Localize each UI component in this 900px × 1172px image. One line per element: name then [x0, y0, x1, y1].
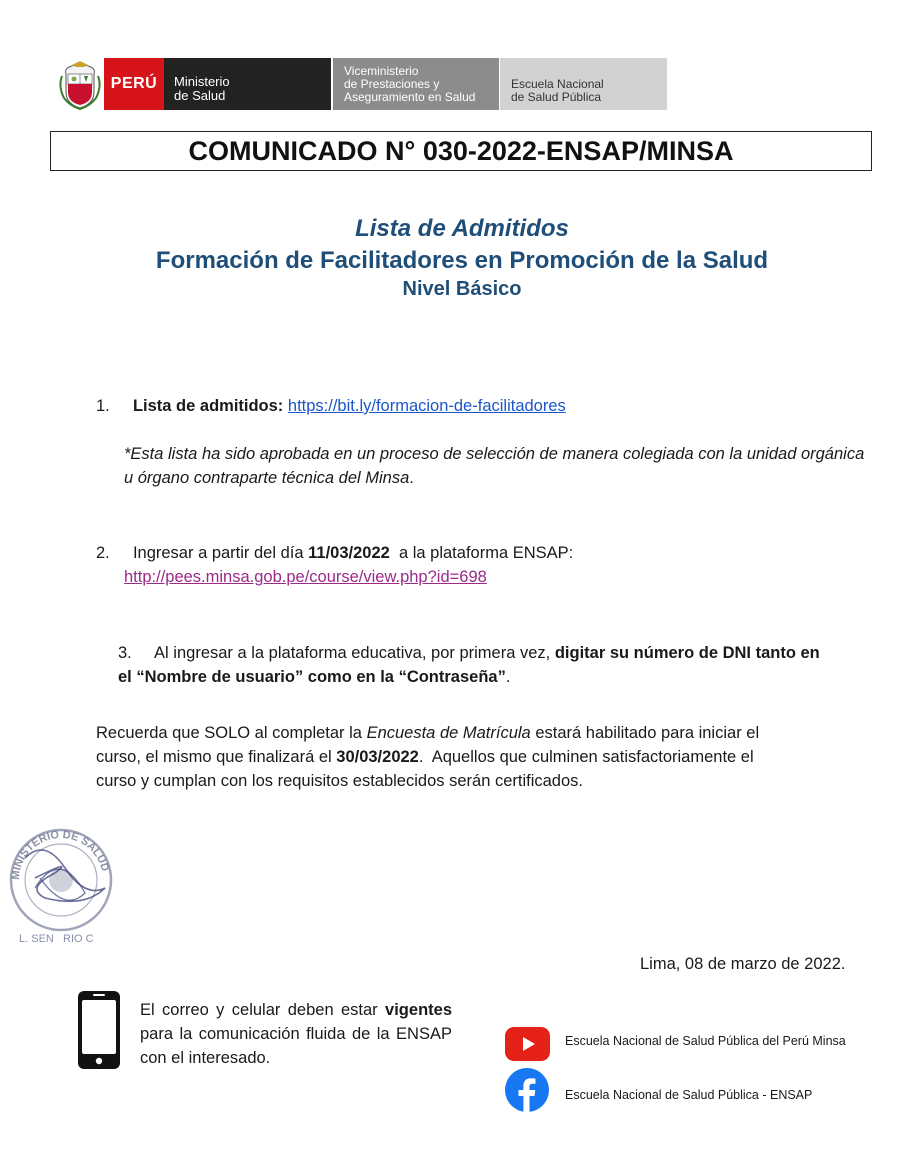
admitidos-link[interactable]: https://bit.ly/formacion-de-facilitadores	[287, 397, 566, 415]
para-2-a: curso, el mismo que finalizará el	[96, 748, 337, 766]
phone-text-2: para la comunicación fluida de la ENSAP con el interesado.	[140, 1025, 452, 1067]
peru-label: PERÚ	[110, 75, 158, 92]
para-2-end: . Aquellos que culminen satisfactoriamente el	[418, 748, 754, 766]
para-2-date: 30/03/2022	[336, 748, 419, 766]
date-line: Lima, 08 de marzo de 2022.	[640, 955, 846, 973]
item-3-text: Al ingresar a la plataforma educativa, por primera vez,	[154, 644, 555, 662]
item-2-text: Ingresar a partir del día	[132, 544, 309, 562]
item-2-date: 11/03/2022	[308, 544, 390, 562]
viceministerio-logo	[333, 58, 499, 110]
ministerio-logo	[164, 58, 331, 110]
phone-info-text	[140, 998, 452, 1070]
item-3	[118, 641, 820, 665]
note-text: *Esta lista ha sido aprobada en un proceso de selección de manera colegiada con la unidad orgánica u órgano contraparte técnica del Minsa	[124, 445, 865, 487]
item-1-label: Lista de admitidos:	[132, 397, 284, 415]
phone-text-1: El correo y celular deben estar	[140, 1001, 386, 1019]
para-line-2	[96, 745, 841, 769]
subtitle-formacion: Formación de Facilitadores en Promoción de la Salud	[155, 247, 769, 274]
peru-logo	[104, 58, 164, 110]
ministerio-line-2: de Salud	[174, 88, 226, 103]
subtitle-lista: Lista de Admitidos	[355, 215, 569, 242]
facebook-page-label[interactable]: Escuela Nacional de Salud Pública - ENSAP	[565, 1088, 813, 1102]
vice-line-1: Viceministerio	[344, 64, 419, 78]
para-line-1	[96, 721, 841, 745]
info-paragraph	[96, 721, 841, 793]
smartphone-icon	[77, 990, 121, 1070]
youtube-channel-label[interactable]: Escuela Nacional de Salud Pública del Perú Minsa	[565, 1034, 846, 1048]
facebook-icon[interactable]	[505, 1068, 549, 1112]
item-3-bold-1: digitar su número de DNI tanto en	[554, 644, 820, 662]
phone-text-bold: vigentes	[385, 1001, 452, 1019]
title-text: COMUNICADO N° 030-2022-ENSAP/MINSA	[188, 135, 734, 166]
item-3-number: 3.	[118, 644, 132, 662]
item-2-text-after: a la plataforma ENSAP:	[389, 544, 574, 562]
item-1-number: 1.	[96, 397, 110, 415]
item-1-note	[124, 442, 874, 490]
ministerio-line-1: Ministerio	[174, 74, 230, 89]
escuela-logo	[500, 58, 667, 110]
platform-link[interactable]: http://pees.minsa.gob.pe/course/view.php?id=698	[124, 568, 487, 586]
note-period: .	[409, 469, 414, 487]
para-line-3: curso y cumplan con los requisitos establecidos serán certificados.	[96, 772, 583, 790]
document-title	[50, 131, 872, 171]
escuela-line-1: Escuela Nacional	[511, 77, 604, 91]
vice-line-2: de Prestaciones y	[344, 77, 440, 91]
official-stamp-icon	[5, 818, 117, 950]
item-2-number: 2.	[96, 544, 110, 562]
para-1-end: estará habilitado para iniciar el	[530, 724, 760, 742]
escuela-line-2: de Salud Pública	[511, 90, 602, 104]
youtube-icon[interactable]	[505, 1027, 550, 1061]
item-3-period: .	[505, 668, 511, 686]
item-2-link-line	[124, 565, 487, 589]
stamp-top-text: MINISTERIO DE SALUD	[9, 828, 112, 881]
para-1-italic: Encuesta de Matrícula	[366, 724, 531, 742]
subtitle-nivel: Nivel Básico	[402, 278, 522, 300]
para-1-a: Recuerda que SOLO al completar la	[96, 724, 367, 742]
item-3-continued	[118, 665, 510, 689]
item-2	[96, 541, 573, 565]
stamp-bottom-text: L. SEN RIO C	[19, 933, 94, 945]
item-3-bold-2: el “Nombre de usuario” como en la “Contraseña”	[118, 668, 506, 686]
item-1	[96, 394, 566, 418]
coat-of-arms-icon	[58, 60, 102, 110]
vice-line-3: Aseguramiento en Salud	[344, 90, 476, 104]
